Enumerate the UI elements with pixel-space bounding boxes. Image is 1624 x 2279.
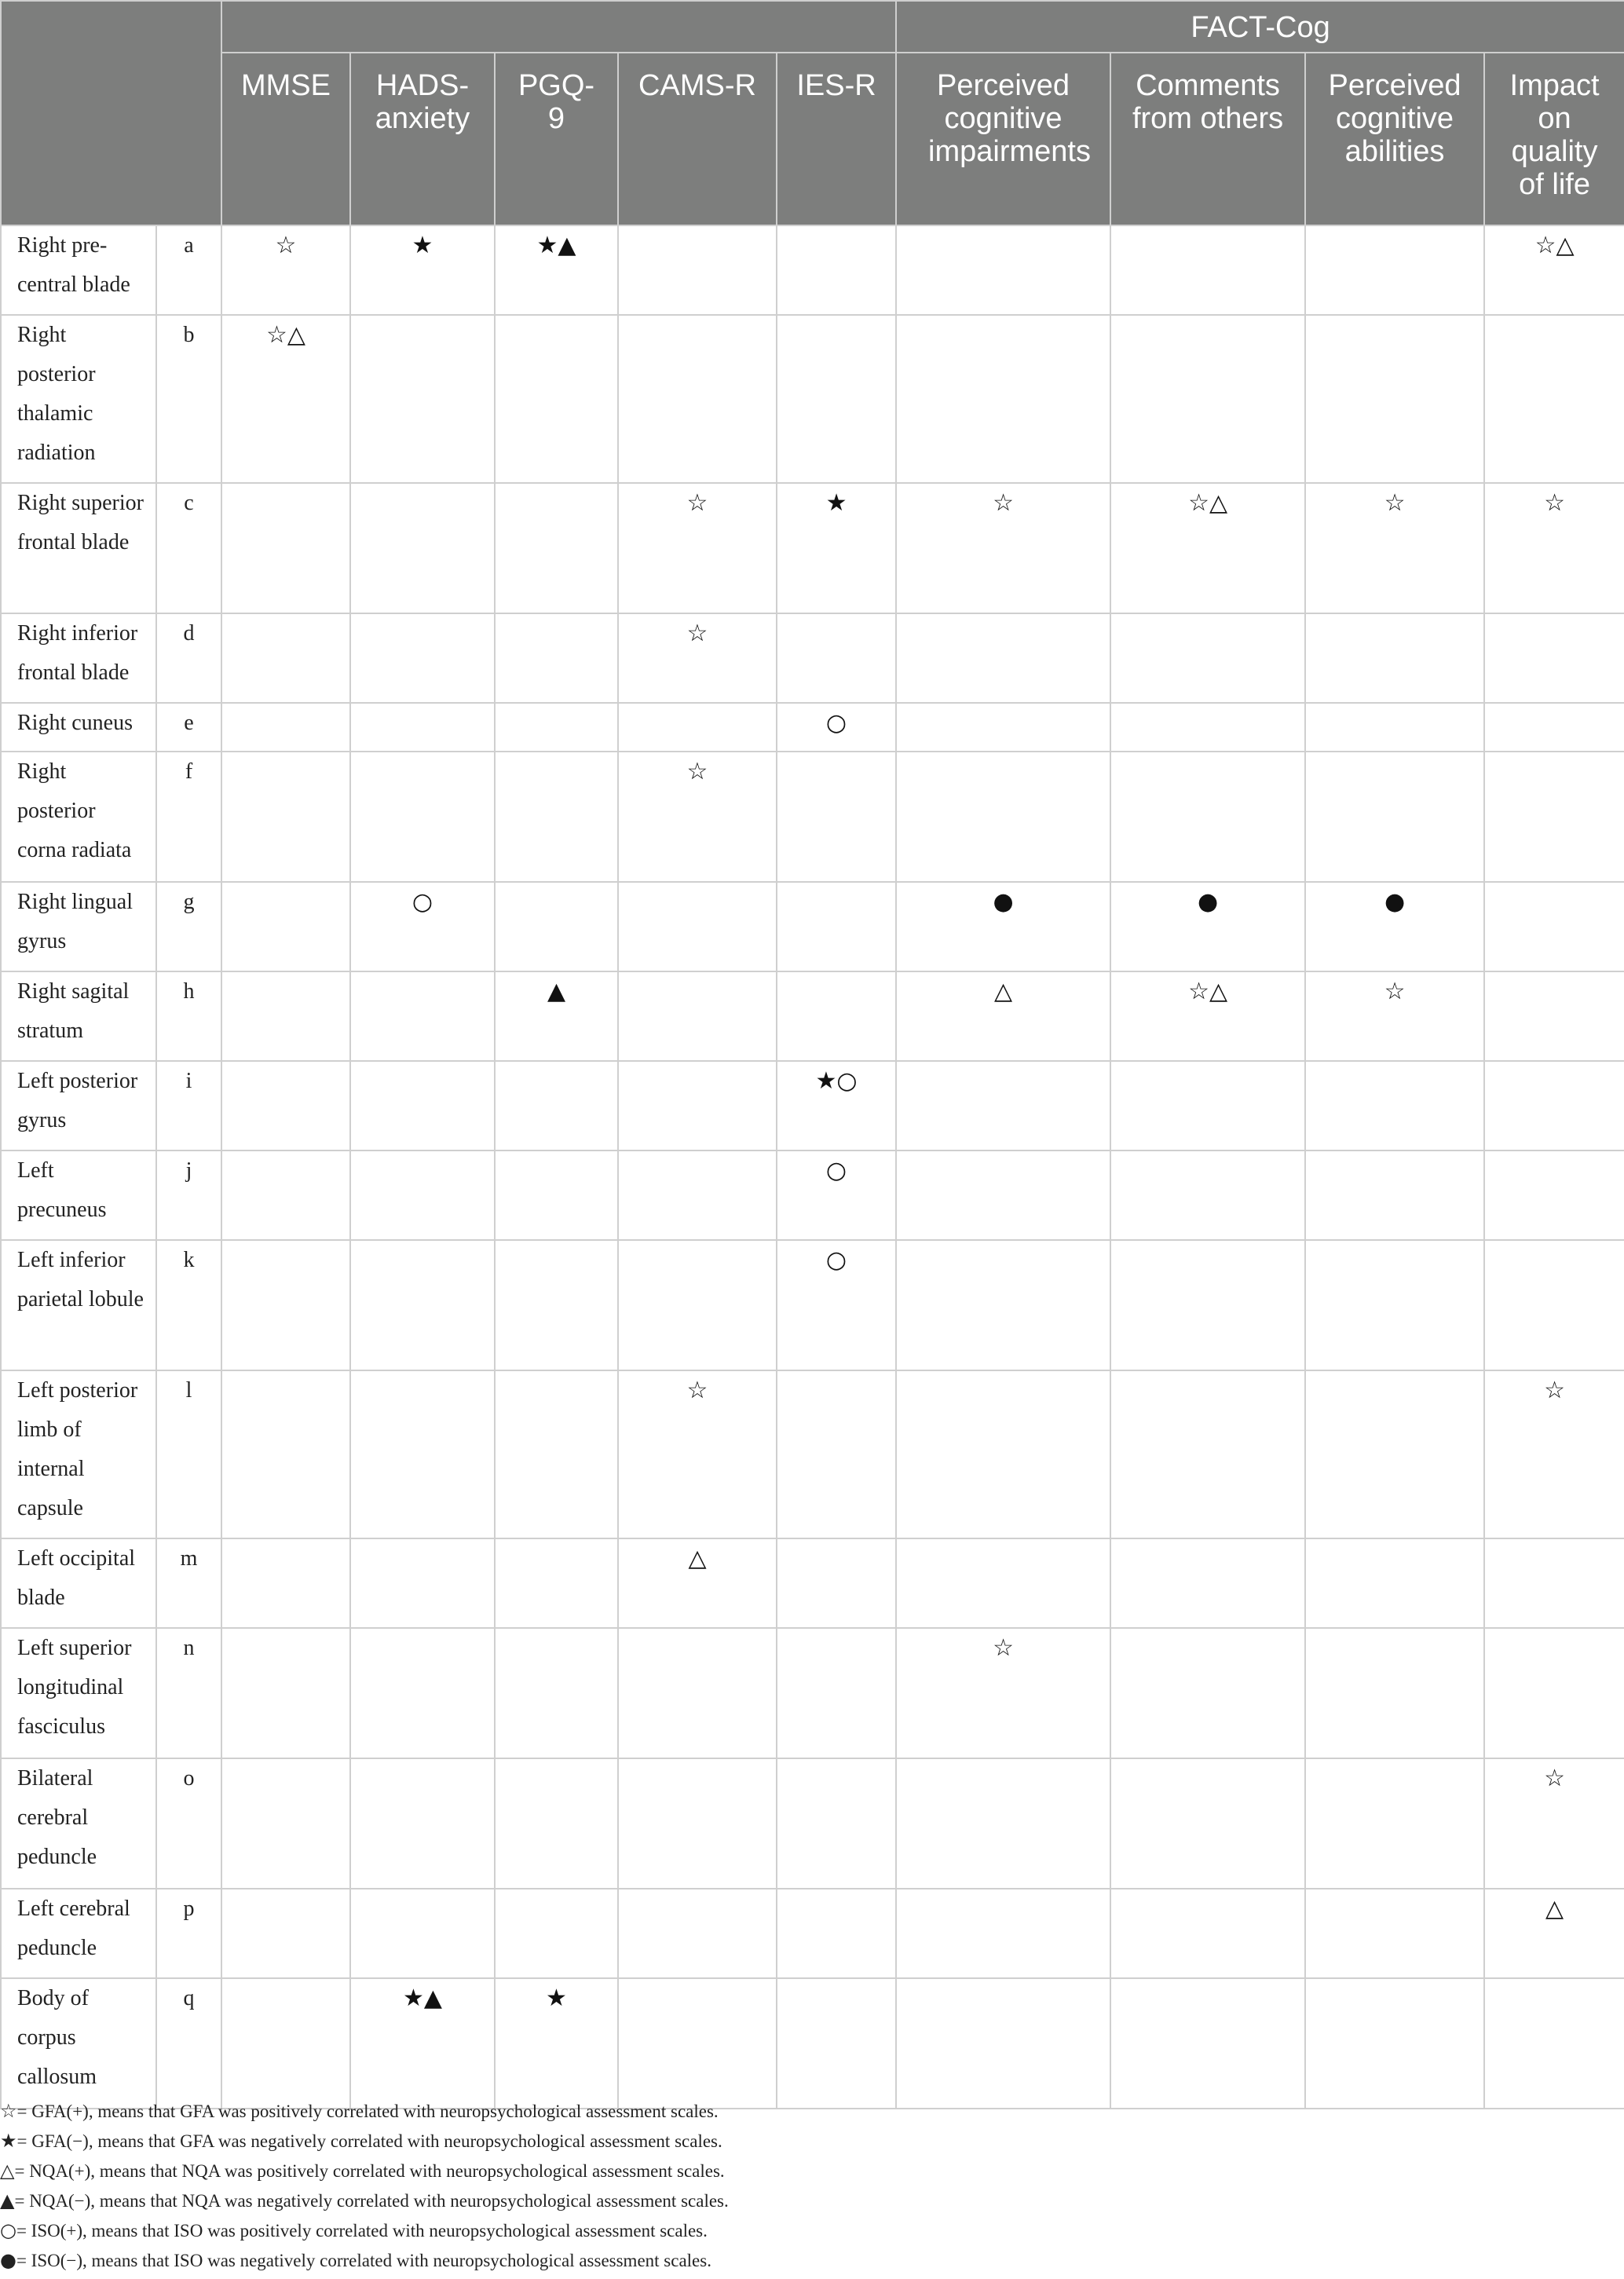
correlation-symbol-cell [1110,613,1305,703]
region-name-cell: Right lingual gyrus [1,882,156,971]
table-row [1,1370,1624,1538]
correlation-symbol-cell [618,315,777,483]
correlation-symbol-cell [896,1538,1110,1628]
correlation-symbol-cell [1305,1061,1484,1150]
legend-item [0,2155,725,2186]
correlation-symbol-cell [777,1889,896,1978]
table-row [1,1240,1624,1370]
region-name-cell: Left inferior parietal lobule [1,1240,156,1370]
correlation-symbol-cell [350,1061,495,1150]
region-name-cell: Right posterior corna radiata [1,752,156,882]
correlation-symbol-cell [350,315,495,483]
correlation-symbol-cell [1484,971,1624,1061]
correlation-symbol-cell [896,613,1110,703]
region-name-cell: Right pre-central blade [1,225,156,315]
correlation-symbol-cell [618,1240,777,1370]
correlation-symbol-cell [618,1889,777,1978]
correlation-symbol-cell [1484,1240,1624,1370]
region-name-cell: Bilateral cerebral peduncle [1,1758,156,1889]
legend-item [0,2185,729,2216]
region-letter-cell: h [156,971,221,1061]
legend-symbol-icon: ● [0,2249,16,2271]
correlation-symbol-cell [777,1758,896,1889]
correlation-symbol-cell [1484,752,1624,882]
region-name-cell: Left precuneus [1,1150,156,1240]
legend-text: = NQA(−), means that NQA was negatively correlated with neuropsychological assessment scales. [14,2191,729,2211]
correlation-symbol-cell: ★○ [777,1061,896,1150]
table-row [1,882,1624,971]
correlation-symbol-cell [221,1538,350,1628]
correlation-symbol-cell [1110,1889,1305,1978]
column-header-mmse: MMSE [221,53,350,225]
correlation-symbol-cell: △ [896,971,1110,1061]
legend-text: = ISO(+), means that ISO was positively correlated with neuropsychological assessment scales. [16,2221,708,2241]
table-row [1,1978,1624,2109]
region-name-cell: Right posterior thalamic radiation [1,315,156,483]
correlation-symbol-cell [1305,1889,1484,1978]
region-letter-cell: g [156,882,221,971]
table-row [1,1889,1624,1978]
correlation-symbol-cell [221,752,350,882]
correlation-symbol-cell [618,1628,777,1758]
table-row [1,971,1624,1061]
correlation-symbol-cell [221,613,350,703]
correlation-symbol-cell [495,1370,618,1538]
correlation-symbol-cell [495,703,618,752]
correlation-symbol-cell [350,971,495,1061]
column-header-hads-anxiety: HADS-anxiety [350,53,495,225]
region-letter-cell: k [156,1240,221,1370]
correlation-symbol-cell: ☆△ [221,315,350,483]
region-letter-cell: e [156,703,221,752]
correlation-symbol-cell [221,1150,350,1240]
table-row [1,752,1624,882]
correlation-symbol-cell [221,1889,350,1978]
correlation-symbol-cell [1110,1758,1305,1889]
correlation-symbol-cell [350,1370,495,1538]
correlation-symbol-cell [777,1538,896,1628]
column-header-cams-r: CAMS-R [618,53,777,225]
correlation-symbol-cell [896,315,1110,483]
correlation-symbol-cell [221,971,350,1061]
region-letter-cell: a [156,225,221,315]
column-header-ies-r: IES-R [777,53,896,225]
region-name-cell: Left superior longitudinal fasciculus [1,1628,156,1758]
region-letter-cell: l [156,1370,221,1538]
correlation-symbol-cell [1305,1150,1484,1240]
correlation-symbol-cell: △ [618,1538,777,1628]
table-row [1,1628,1624,1758]
correlation-symbol-cell: ☆ [896,1628,1110,1758]
correlation-symbol-cell [1305,1240,1484,1370]
region-letter-cell: q [156,1978,221,2109]
correlation-symbol-cell [777,1370,896,1538]
correlation-symbol-cell [1110,1538,1305,1628]
region-name-cell: Left posterior limb of internal capsule [1,1370,156,1538]
header-corner-cell [1,1,221,225]
correlation-symbol-cell [777,1628,896,1758]
legend-item [0,2244,711,2276]
correlation-symbol-cell [896,1978,1110,2109]
correlation-symbol-cell [1484,315,1624,483]
correlation-symbol-cell [618,1978,777,2109]
correlation-symbol-cell [1305,315,1484,483]
correlation-symbol-cell [350,1538,495,1628]
correlation-symbol-cell [221,882,350,971]
legend-item [0,2125,722,2156]
correlation-symbol-cell [495,882,618,971]
region-name-cell: Right inferior frontal blade [1,613,156,703]
correlation-symbol-cell [221,483,350,613]
correlation-symbol-cell [350,1889,495,1978]
correlation-symbol-cell: ☆△ [1110,971,1305,1061]
correlation-symbol-cell [495,1889,618,1978]
correlation-symbol-cell [777,882,896,971]
legend-symbol-icon: △ [0,2160,15,2182]
region-name-cell: Left posterior gyrus [1,1061,156,1150]
correlation-symbol-cell [1484,1628,1624,1758]
correlation-symbol-cell: ☆ [618,1370,777,1538]
table-row [1,1150,1624,1240]
correlation-symbol-cell [896,225,1110,315]
region-name-cell: Left cerebral peduncle [1,1889,156,1978]
column-header-pgq-9: PGQ-9 [495,53,618,225]
correlation-symbol-cell: ☆ [1484,1370,1624,1538]
correlation-symbol-cell [1305,1978,1484,2109]
legend-text: = GFA(+), means that GFA was positively correlated with neuropsychological assessment scales. [16,2102,719,2121]
correlation-symbol-cell [618,1150,777,1240]
correlation-symbol-cell [221,1758,350,1889]
correlation-symbol-cell: ○ [350,882,495,971]
correlation-symbol-cell [495,1758,618,1889]
correlation-symbol-cell: ● [1305,882,1484,971]
region-letter-cell: f [156,752,221,882]
correlation-symbol-cell [1484,1061,1624,1150]
correlation-symbol-cell: ○ [777,1240,896,1370]
correlation-symbol-cell: ▲ [495,971,618,1061]
correlation-symbol-cell [1110,1240,1305,1370]
correlation-symbol-cell [618,225,777,315]
correlation-symbol-cell [495,315,618,483]
correlation-symbol-cell [495,483,618,613]
correlation-symbol-cell: ☆ [1484,1758,1624,1889]
correlation-symbol-cell [350,1628,495,1758]
correlation-symbol-cell [618,1758,777,1889]
correlation-symbol-cell [777,225,896,315]
header-blank-group-cell [221,1,896,53]
legend-text: = ISO(−), means that ISO was negatively correlated with neuropsychological assessment scales. [16,2251,711,2270]
correlation-symbol-cell: ★ [495,1978,618,2109]
legend-symbol-icon: ▲ [0,2189,15,2211]
correlation-symbol-cell [1110,1628,1305,1758]
correlation-symbol-cell [1305,613,1484,703]
correlation-symbol-cell [896,1150,1110,1240]
correlation-symbol-cell [1484,613,1624,703]
correlation-symbol-cell: ☆ [1305,971,1484,1061]
correlation-symbol-cell: ☆ [1484,483,1624,613]
correlation-symbol-cell [896,752,1110,882]
correlation-symbol-cell [777,613,896,703]
correlation-symbol-cell: ○ [777,1150,896,1240]
correlation-symbol-cell [896,1758,1110,1889]
correlation-symbol-cell [1110,225,1305,315]
region-name-cell: Right cuneus [1,703,156,752]
correlation-symbol-cell [896,703,1110,752]
correlation-symbol-cell [1484,1150,1624,1240]
column-header-perceived-cognitive-impairments: Perceived cognitive impairments [896,53,1110,225]
correlation-symbol-cell [495,1061,618,1150]
table-row [1,483,1624,613]
region-name-cell: Left occipital blade [1,1538,156,1628]
correlation-symbol-cell: △ [1484,1889,1624,1978]
correlation-symbol-cell: ☆ [618,613,777,703]
table-row [1,703,1624,752]
table-row [1,1538,1624,1628]
correlation-symbol-cell [1110,752,1305,882]
correlation-symbol-cell: ☆ [896,483,1110,613]
correlation-symbol-cell [618,1061,777,1150]
table-row [1,613,1624,703]
correlation-symbol-cell [1305,225,1484,315]
correlation-symbol-cell: ☆ [618,483,777,613]
correlation-symbol-cell [495,752,618,882]
correlation-symbol-cell: ☆△ [1484,225,1624,315]
correlation-symbol-cell [896,1370,1110,1538]
region-letter-cell: p [156,1889,221,1978]
correlation-symbol-cell [1110,315,1305,483]
legend-symbol-icon: ★ [0,2130,17,2152]
correlation-symbol-cell [1110,1978,1305,2109]
table-row [1,1758,1624,1889]
correlation-symbol-cell [1305,752,1484,882]
correlation-symbol-cell [1110,703,1305,752]
region-letter-cell: i [156,1061,221,1150]
correlation-symbol-cell: ● [1110,882,1305,971]
region-letter-cell: m [156,1538,221,1628]
correlation-symbol-cell [777,315,896,483]
correlation-symbol-cell [1484,882,1624,971]
legend-text: = GFA(−), means that GFA was negatively correlated with neuropsychological assessment scales. [16,2131,722,2151]
correlation-symbol-cell: ★ [777,483,896,613]
correlation-symbol-cell [495,1240,618,1370]
correlation-symbol-cell: ☆ [1305,483,1484,613]
correlation-symbol-cell [1305,1538,1484,1628]
correlation-symbol-cell [896,1061,1110,1150]
correlation-symbol-cell [1484,1978,1624,2109]
correlation-symbol-cell: ★▲ [350,1978,495,2109]
correlation-symbol-cell [221,1061,350,1150]
correlation-symbol-cell [495,1538,618,1628]
correlation-symbol-cell [495,1628,618,1758]
region-name-cell: Right superior frontal blade [1,483,156,613]
correlation-symbol-cell [1305,1370,1484,1538]
correlation-symbol-cell [896,1889,1110,1978]
header-group-fact-cog: FACT-Cog [896,1,1624,53]
correlation-symbol-cell [777,1978,896,2109]
table-body [1,225,1624,2109]
legend-symbol-icon: ○ [0,2219,16,2241]
correlation-symbol-cell [221,1628,350,1758]
correlation-symbol-cell [618,703,777,752]
correlation-symbol-cell [350,613,495,703]
correlation-symbol-cell [221,703,350,752]
correlation-symbol-cell [350,1240,495,1370]
region-letter-cell: o [156,1758,221,1889]
legend-text: = NQA(+), means that NQA was positively correlated with neuropsychological assessment scales. [14,2161,725,2181]
legend-item [0,2215,708,2246]
table-row [1,1061,1624,1150]
correlation-symbol-cell [350,752,495,882]
correlation-symbol-cell [350,1758,495,1889]
correlation-symbol-cell [1110,1370,1305,1538]
correlation-symbol-cell [896,1240,1110,1370]
correlation-symbol-cell [1305,703,1484,752]
region-letter-cell: j [156,1150,221,1240]
correlation-symbol-cell [350,703,495,752]
legend-symbol-icon: ☆ [0,2100,17,2122]
region-letter-cell: c [156,483,221,613]
correlation-symbol-cell [221,1978,350,2109]
region-name-cell: Right sagital stratum [1,971,156,1061]
column-header-perceived-cognitive-abilities: Perceived cognitive abilities [1305,53,1484,225]
correlation-symbol-cell: ☆ [221,225,350,315]
correlation-symbol-cell: ● [896,882,1110,971]
correlation-symbol-cell [495,613,618,703]
correlation-symbol-cell [1305,1758,1484,1889]
correlation-symbol-cell [1484,1538,1624,1628]
correlation-symbol-cell [777,971,896,1061]
region-letter-cell: n [156,1628,221,1758]
region-name-cell: Body of corpus callosum [1,1978,156,2109]
table-row [1,225,1624,315]
column-header-comments-from-others: Comments from others [1110,53,1305,225]
column-header-impact-on-quality-of-life: Impact on quality of life [1484,53,1624,225]
correlation-symbol-cell [221,1370,350,1538]
correlation-symbol-cell [1484,703,1624,752]
correlation-symbol-cell [1305,1628,1484,1758]
correlation-symbol-cell [495,1150,618,1240]
correlation-symbol-cell [618,971,777,1061]
legend-item [0,2095,719,2127]
table-row [1,315,1624,483]
correlation-symbol-cell: ☆△ [1110,483,1305,613]
correlation-symbol-cell: ○ [777,703,896,752]
correlation-symbol-cell: ★▲ [495,225,618,315]
correlation-symbol-cell: ☆ [618,752,777,882]
correlation-symbol-cell [777,752,896,882]
correlation-symbol-cell [1110,1061,1305,1150]
region-letter-cell: d [156,613,221,703]
correlation-symbol-cell: ★ [350,225,495,315]
correlation-symbol-cell [350,1150,495,1240]
region-letter-cell: b [156,315,221,483]
correlation-symbol-cell [350,483,495,613]
correlation-symbol-cell [618,882,777,971]
correlation-symbol-cell [221,1240,350,1370]
correlation-symbol-cell [1110,1150,1305,1240]
